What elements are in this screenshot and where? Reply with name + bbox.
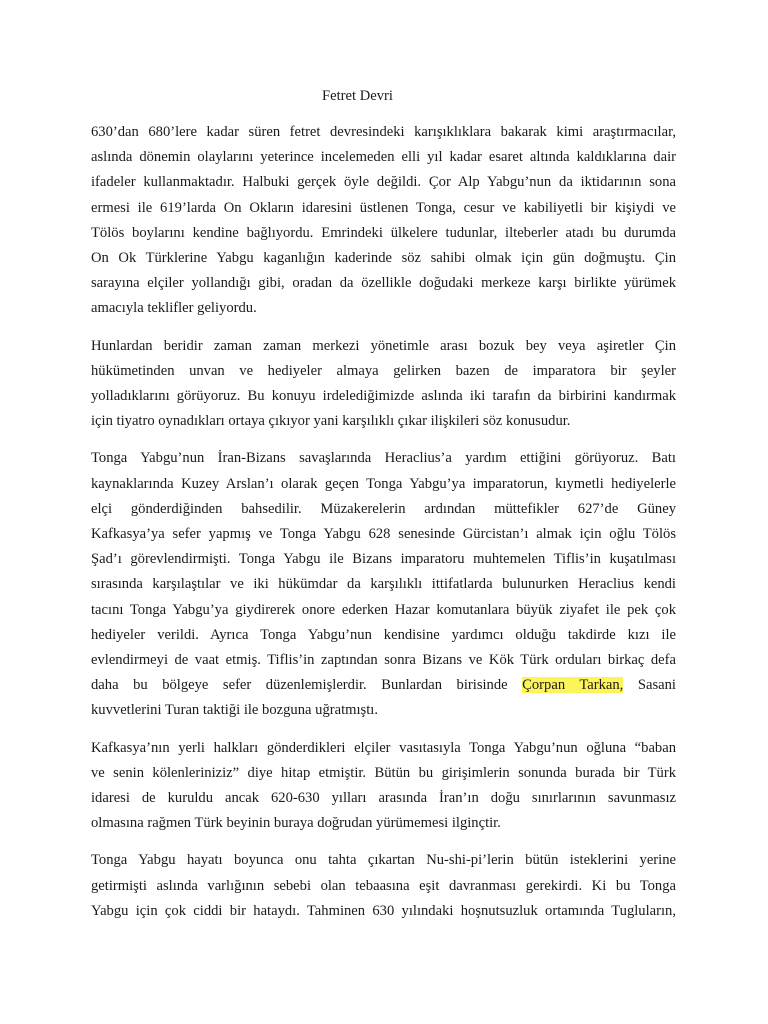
text-line: yolladıklarını görüyoruz. Bu konuyu irdelediğimizde aslında iki tarafın da birbirini kandırmak <box>91 388 676 405</box>
text-line: ermesi ile 619’larda On Okların idaresini üstlenen Tonga, cesur ve kabiliyetli bir kişiydi ve <box>91 199 676 216</box>
document-title: Fetret Devri <box>322 88 393 104</box>
paragraph-3 <box>91 446 676 723</box>
text-line: getirmişti aslında varlığının sebebi olan tebaasına eşit davranması gerekirdi. Ki bu Tonga <box>91 877 676 894</box>
text-line: ve senin kölenleriniziz” diye hitap etmiştir. Bütün bu girişimlerin sonunda burada bir Türk <box>91 764 676 781</box>
text-line: kaynaklarında Kuzey Arslan’ı olarak geçen Tonga Yabgu’ya imparatorun, kıymetli hediyelerle <box>91 475 676 492</box>
highlighted-text: Çorpan Tarkan, <box>522 677 624 694</box>
text-line: On Ok Türklerine Yabgu kaganlığın kaderinde söz sahibi olmak için gün doğmuştu. Çin <box>91 250 676 267</box>
text-line: Kafkasya’nın yerli halkları gönderdikleri elçiler vasıtasıyla Tonga Yabgu’nun oğluna “baban <box>91 739 676 756</box>
text-line: sarayına elçiler yollandığı gibi, oradan da özellikle doğudaki merkeze karşı birlikte yürümek <box>91 275 676 292</box>
text-line: amacıyla teklifler geliyordu. <box>91 300 257 317</box>
text-line: hediyeler verildi. Ayrıca Tonga Yabgu’nun kendisine yardımcı olduğu takdirde kızı ile <box>91 626 676 643</box>
text-line: Tonga Yabgu hayatı boyunca onu tahta çıkartan Nu-shi-pi’lerin bütün isteklerini yerine <box>91 852 676 869</box>
document-body <box>91 120 676 936</box>
text-line-with-highlight <box>91 673 676 698</box>
text-line: Şad’ı görevlendirmişti. Tonga Yabgu ile Bizans imparatoru muhtemelen Tiflis’in kuşatılması <box>91 551 676 568</box>
text-line: elçi gönderdiğinden bahsedilir. Müzakerelerin ardından müttefikler 627’de Güney <box>91 500 676 517</box>
text-line: Tonga Yabgu’nun İran-Bizans savaşlarında Heraclius’a yardım ettiğini görüyoruz. Batı <box>91 450 676 467</box>
text-line: aslında dönemin olaylarını yeterince incelemeden elli yıl kadar esaret altında kaldıklarına dair <box>91 149 676 166</box>
paragraph-1 <box>91 120 676 322</box>
text-line: Tölös boylarını kendine bağlıyordu. Emrindeki ülkelere tudunlar, ilteberler atadı bu durumda <box>91 224 676 241</box>
paragraph-4 <box>91 736 676 837</box>
text-segment: Sasani <box>623 677 676 694</box>
text-segment: daha bu bölgeye sefer düzenlemişlerdir. Bunlardan birisinde <box>91 677 523 694</box>
text-line: ifadeler kullanmaktadır. Halbuki gerçek öyle değildi. Çor Alp Yabgu’nun da iktidarının sona <box>91 174 676 191</box>
text-line: Hunlardan beridir zaman zaman merkezi yönetimle arası bozuk bey veya aşiretler Çin <box>91 337 676 354</box>
text-line: Yabgu için çok ciddi bir hataydı. Tahminen 630 yılındaki hoşnutsuzluk ortamında Tugluların, <box>91 902 676 919</box>
text-line: sırasında karşılaştılar ve iki hükümdar da karşılıklı ittifatlarda bulunurken Heraclius kendi <box>91 576 676 593</box>
paragraph-2 <box>91 334 676 435</box>
text-line: idaresi de kuruldu ancak 620-630 yılları arasında İran’ın doğu sınırlarının savunmasız <box>91 790 676 807</box>
text-line: evlendirmeyi de vaat etmiş. Tiflis’in zaptından sonra Bizans ve Kök Türk orduları birkaç defa <box>91 652 676 669</box>
text-line: Kafkasya’ya sefer yapmış ve Tonga Yabgu 628 senesinde Gürcistan’ı almak için oğlu Tölös <box>91 526 676 543</box>
text-line: 630’dan 680’lere kadar süren fetret devresindeki karışıklıklara bakarak kimi araştırmacılar, <box>91 124 676 140</box>
text-line: için tiyatro oynadıkları ortaya çıkıyor yani karşılıklı çıkar ilişkileri söz konusudur. <box>91 413 571 430</box>
text-line: olmasına rağmen Türk beyinin buraya doğrudan yürümemesi ilginçtir. <box>91 815 501 832</box>
text-line: kuvvetlerini Turan taktiği ile bozguna uğratmıştı. <box>91 702 378 719</box>
text-line: tacını Tonga Yabgu’ya giydirerek onore ederken Hazar komutanlara büyük ziyafet ile pek çok <box>91 601 676 618</box>
text-line: hükümetinden unvan ve hediyeler almaya gelirken bazen de imparatora bir şeyler <box>91 362 676 379</box>
paragraph-5 <box>91 848 676 924</box>
